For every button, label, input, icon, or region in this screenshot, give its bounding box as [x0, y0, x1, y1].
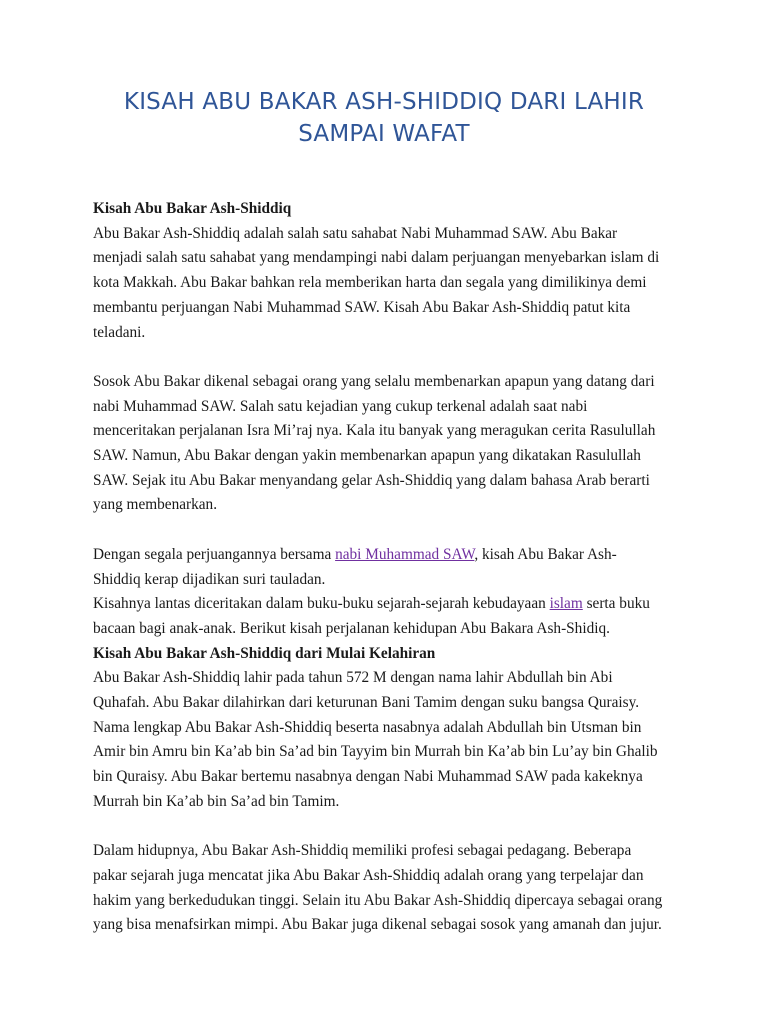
text-run: Kisahnya lantas diceritakan dalam buku-buku sejarah-sejarah kebudayaan [93, 595, 550, 613]
text-run: Dengan segala perjuangannya bersama [93, 545, 336, 563]
text-line: Dalam hidupnya, Abu Bakar Ash-Shiddiq memiliki profesi sebagai pedagang. Beberapa [93, 842, 632, 860]
text-line: hakim yang berkedudukan tinggi. Selain itu Abu Bakar Ash-Shiddiq dipercaya sebagai orang [93, 891, 663, 909]
text-line: menjadi salah satu sahabat yang mendampingi nabi dalam perjuangan menyebarkan islam di [93, 249, 660, 267]
text-line: SAW. Sejak itu Abu Bakar menyandang gelar Ash-Shiddiq yang dalam bahasa Arab berarti [93, 471, 650, 489]
paragraph [93, 370, 683, 518]
paragraph-gap [93, 815, 683, 840]
paragraph [93, 839, 683, 938]
text-line: Nama lengkap Abu Bakar Ash-Shiddiq beserta nasabnya adalah Abdullah bin Utsman bin [93, 718, 642, 736]
link-islam[interactable]: islam [549, 595, 583, 613]
text-run: , kisah Abu Bakar Ash- [474, 545, 617, 563]
text-line: yang membenarkan. [93, 496, 218, 514]
text-line: membantu perjuangan Nabi Muhammad SAW. Kisah Abu Bakar Ash-Shiddiq patut kita [93, 298, 631, 316]
text-line: menceritakan perjalanan Isra Mi’raj nya. Kala itu banyak yang meragukan cerita Rasulullah [93, 422, 656, 440]
paragraph-gap [93, 345, 683, 370]
section-heading: Kisah Abu Bakar Ash-Shiddiq dari Mulai Kelahiran [93, 644, 436, 662]
text-line: nabi Muhammad SAW. Salah satu kejadian yang cukup terkenal adalah saat nabi [93, 397, 588, 415]
text-line: pakar sejarah juga mencatat jika Abu Bakar Ash-Shiddiq adalah orang yang terpelajar dan [93, 866, 644, 884]
text-line: Sosok Abu Bakar dikenal sebagai orang yang selalu membenarkan apapun yang datang dari [93, 372, 655, 390]
text-line [93, 592, 683, 617]
section-heading: Kisah Abu Bakar Ash-Shiddiq [93, 200, 292, 217]
text-line: Abu Bakar Ash-Shiddiq lahir pada tahun 572 M dengan nama lahir Abdullah bin Abi [93, 669, 613, 687]
text-line [93, 543, 683, 568]
text-run: serta buku [582, 595, 650, 613]
text-line: Shiddiq kerap dijadikan suri tauladan. [93, 570, 326, 588]
text-line: Abu Bakar Ash-Shiddiq adalah salah satu sahabat Nabi Muhammad SAW. Abu Bakar [93, 224, 618, 242]
text-line: Murrah bin Ka’ab bin Sa’ad bin Tamim. [93, 792, 340, 810]
text-line: bacaan bagi anak-anak. Berikut kisah perjalanan kehidupan Abu Bakara Ash-Shidiq. [93, 619, 610, 637]
text-line: bin Quraisy. Abu Bakar bertemu nasabnya dengan Nabi Muhammad SAW pada kakeknya [93, 768, 643, 786]
text-line: Quhafah. Abu Bakar dilahirkan dari keturunan Bani Tamim dengan suku bangsa Quraisy. [93, 694, 640, 712]
paragraph [93, 222, 683, 346]
title-line: KISAH ABU BAKAR ASH-SHIDDIQ DARI LAHIR [123, 89, 645, 115]
paragraph [93, 543, 683, 642]
paragraph [93, 666, 683, 814]
text-line: SAW. Namun, Abu Bakar dengan yakin membenarkan apapun yang dikatakan Rasulullah [93, 447, 641, 465]
link-nabi-muhammad-saw[interactable]: nabi Muhammad SAW [335, 545, 475, 563]
document-body [93, 197, 683, 938]
paragraph-gap [93, 518, 683, 543]
text-line: kota Makkah. Abu Bakar bahkan rela memberikan harta dan segala yang dimilikinya demi [93, 274, 647, 292]
text-line: teladani. [93, 323, 146, 341]
document-title [60, 86, 708, 150]
text-line: yang bisa menafsirkan mimpi. Abu Bakar juga dikenal sebagai sosok yang amanah dan jujur. [93, 916, 662, 934]
text-line: Amir bin Amru bin Ka’ab bin Sa’ad bin Tayyim bin Murrah bin Ka’ab bin Lu’ay bin Ghalib [93, 743, 658, 761]
title-line: SAMPAI WAFAT [298, 121, 470, 147]
